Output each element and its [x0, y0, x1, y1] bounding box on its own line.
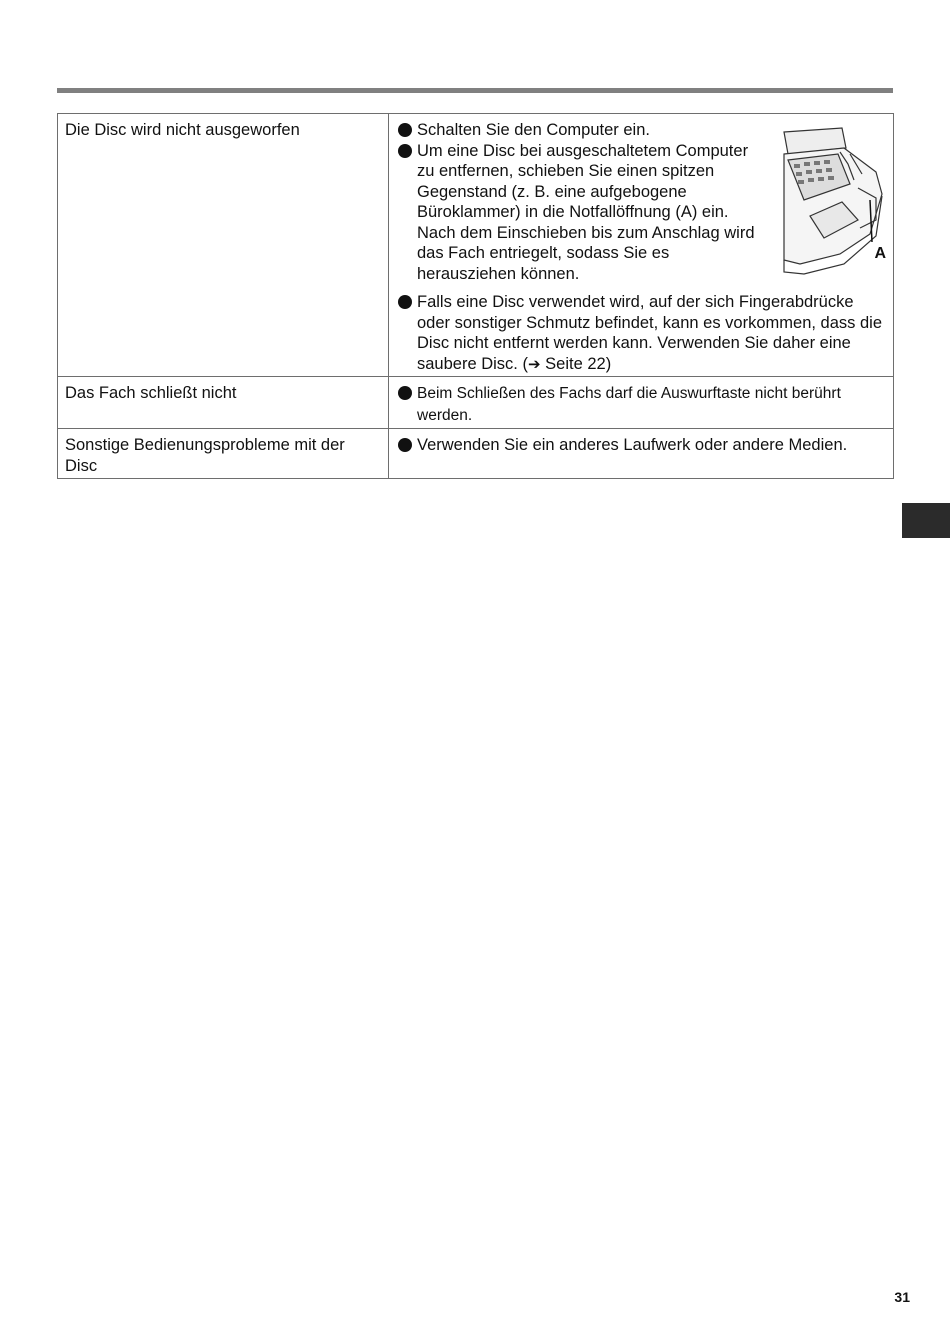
arrow-right-icon: ➔	[527, 354, 541, 373]
problem-cell: Das Fach schließt nicht	[58, 377, 389, 429]
list-item: Falls eine Disc verwendet wird, auf der sich Fingerabdrücke oder sonstiger Schmutz befindet, kann es vorkommen, dass die Disc nicht entfernt werden kann. Verwenden Sie daher eine saubere Disc. (➔ Seite 22)	[396, 292, 886, 374]
page-number: 31	[894, 1289, 910, 1305]
chapter-tab	[902, 503, 950, 538]
table-row	[58, 114, 894, 377]
list-item: Um eine Disc bei ausgeschaltetem Computer zu entfernen, schieben Sie einen spitzen Gegenstand (z. B. eine aufgebogene Büroklammer) in die Notfallöffnung (A) ein. Nach dem Einschieben bis zum Anschlag wird das Fach entriegelt, sodass Sie es herausziehen können.	[396, 141, 886, 285]
solution-cell	[389, 377, 894, 429]
solution-list	[396, 435, 886, 456]
problem-cell: Sonstige Bedienungsprobleme mit der Disc	[58, 429, 389, 479]
troubleshooting-table	[57, 113, 894, 479]
page-reference-link[interactable]: Seite 22	[545, 354, 606, 373]
list-item: Beim Schließen des Fachs darf die Auswurftaste nicht berührt werden.	[396, 383, 886, 426]
problem-cell: Die Disc wird nicht ausgeworfen	[58, 114, 389, 377]
table-row	[58, 377, 894, 429]
solution-list	[396, 120, 886, 374]
table-row	[58, 429, 894, 479]
header-rule	[57, 88, 893, 93]
list-item: Verwenden Sie ein anderes Laufwerk oder andere Medien.	[396, 435, 886, 456]
solution-cell	[389, 114, 894, 377]
illustration-label-a: A	[874, 245, 886, 262]
list-item: Schalten Sie den Computer ein.	[396, 120, 886, 141]
solution-list	[396, 383, 886, 426]
solution-cell	[389, 429, 894, 479]
